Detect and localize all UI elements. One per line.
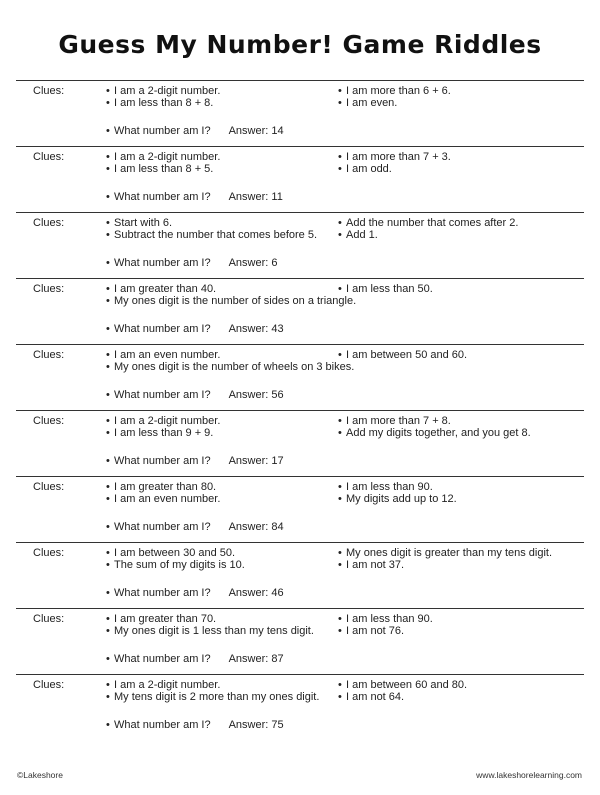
riddle-block [0,476,600,542]
answer-label: Answer: [228,455,269,467]
answer-value: 43 [271,323,284,335]
question-text: What number am I? [114,257,211,269]
clues-label: Clues: [33,217,65,229]
riddle-block [0,146,600,212]
clue-item: • Add the number that comes after 2. [338,217,518,229]
clue-item: • I am less than 8 + 5. [106,163,213,175]
question-text: What number am I? [114,719,211,731]
clues-label: Clues: [33,613,65,625]
clues-label: Clues: [33,481,65,493]
question-text: What number am I? [114,323,211,335]
clue-item: • My tens digit is 2 more than my ones digit. [106,691,319,703]
question-line [106,125,284,137]
clue-item: • I am not 37. [338,559,404,571]
clue-item: • I am between 30 and 50. [106,547,235,559]
answer-value: 87 [271,653,284,665]
clue-item: • I am less than 8 + 8. [106,97,213,109]
answer-label: Answer: [228,125,269,137]
website-url: www.lakeshorelearning.com [476,770,582,780]
copyright-text: ©Lakeshore [17,770,63,780]
clue-item: • Start with 6. [106,217,172,229]
question-line [106,257,278,269]
clue-item: • I am even. [338,97,397,109]
clues-label: Clues: [33,283,65,295]
clue-item: • I am more than 6 + 6. [338,85,451,97]
riddle-block [0,80,600,146]
divider-line [16,410,584,411]
answer-value: 17 [271,455,284,467]
answer-value: 14 [271,125,284,137]
clues-label: Clues: [33,349,65,361]
clue-item: • Add 1. [338,229,378,241]
answer-label: Answer: [228,257,269,269]
question-text: What number am I? [114,389,211,401]
clue-item: • I am an even number. [106,349,220,361]
clue-item: • My digits add up to 12. [338,493,457,505]
clue-item: • Subtract the number that comes before 5. [106,229,317,241]
clues-label: Clues: [33,85,65,97]
clue-item: • I am a 2-digit number. [106,679,220,691]
clue-item: • I am not 64. [338,691,404,703]
answer-label: Answer: [228,389,269,401]
question-line [106,719,284,731]
divider-line [16,80,584,81]
clues-label: Clues: [33,415,65,427]
clue-item: • I am between 50 and 60. [338,349,467,361]
question-line [106,587,284,599]
answer-value: 6 [271,257,278,269]
clue-item: • My ones digit is the number of sides on a triangle. [106,295,356,307]
clue-item: • I am greater than 80. [106,481,216,493]
clue-item: • I am an even number. [106,493,220,505]
clue-item: • I am a 2-digit number. [106,415,220,427]
riddle-block [0,542,600,608]
clue-item: • I am not 76. [338,625,404,637]
clue-item: • I am less than 50. [338,283,433,295]
answer-label: Answer: [228,719,269,731]
clue-item: • I am a 2-digit number. [106,85,220,97]
divider-line [16,278,584,279]
clue-item: • I am a 2-digit number. [106,151,220,163]
question-line [106,191,283,203]
answer-label: Answer: [228,191,269,203]
clue-item: • I am more than 7 + 8. [338,415,451,427]
page-title: Guess My Number! Game Riddles [58,30,542,59]
clue-item: • My ones digit is 1 less than my tens digit. [106,625,314,637]
riddle-block [0,344,600,410]
answer-value: 75 [271,719,284,731]
answer-value: 84 [271,521,284,533]
divider-line [16,212,584,213]
riddle-block [0,674,600,740]
clue-item: • Add my digits together, and you get 8. [338,427,531,439]
answer-label: Answer: [228,587,269,599]
divider-line [16,674,584,675]
question-text: What number am I? [114,125,211,137]
answer-label: Answer: [228,653,269,665]
clue-item: • I am greater than 40. [106,283,216,295]
clue-item: • I am less than 9 + 9. [106,427,213,439]
question-line [106,521,284,533]
clues-label: Clues: [33,679,65,691]
question-line [106,653,284,665]
clue-item: • The sum of my digits is 10. [106,559,245,571]
question-line [106,323,284,335]
answer-label: Answer: [228,323,269,335]
answer-label: Answer: [228,521,269,533]
clue-item: • I am odd. [338,163,392,175]
question-text: What number am I? [114,191,211,203]
answer-value: 56 [271,389,284,401]
clue-item: • I am less than 90. [338,481,433,493]
question-text: What number am I? [114,521,211,533]
question-text: What number am I? [114,455,211,467]
question-line [106,389,284,401]
divider-line [16,344,584,345]
divider-line [16,608,584,609]
divider-line [16,146,584,147]
clues-label: Clues: [33,547,65,559]
clue-item: • I am between 60 and 80. [338,679,467,691]
clue-item: • My ones digit is the number of wheels on 3 bikes. [106,361,354,373]
riddle-block [0,278,600,344]
clues-label: Clues: [33,151,65,163]
riddle-block [0,212,600,278]
divider-line [16,542,584,543]
answer-value: 46 [271,587,284,599]
clue-item: • I am more than 7 + 3. [338,151,451,163]
answer-value: 11 [271,191,283,203]
divider-line [16,476,584,477]
clue-item: • I am less than 90. [338,613,433,625]
riddle-block [0,410,600,476]
question-line [106,455,284,467]
clue-item: • My ones digit is greater than my tens digit. [338,547,552,559]
clue-item: • I am greater than 70. [106,613,216,625]
riddle-block [0,608,600,674]
question-text: What number am I? [114,587,211,599]
question-text: What number am I? [114,653,211,665]
